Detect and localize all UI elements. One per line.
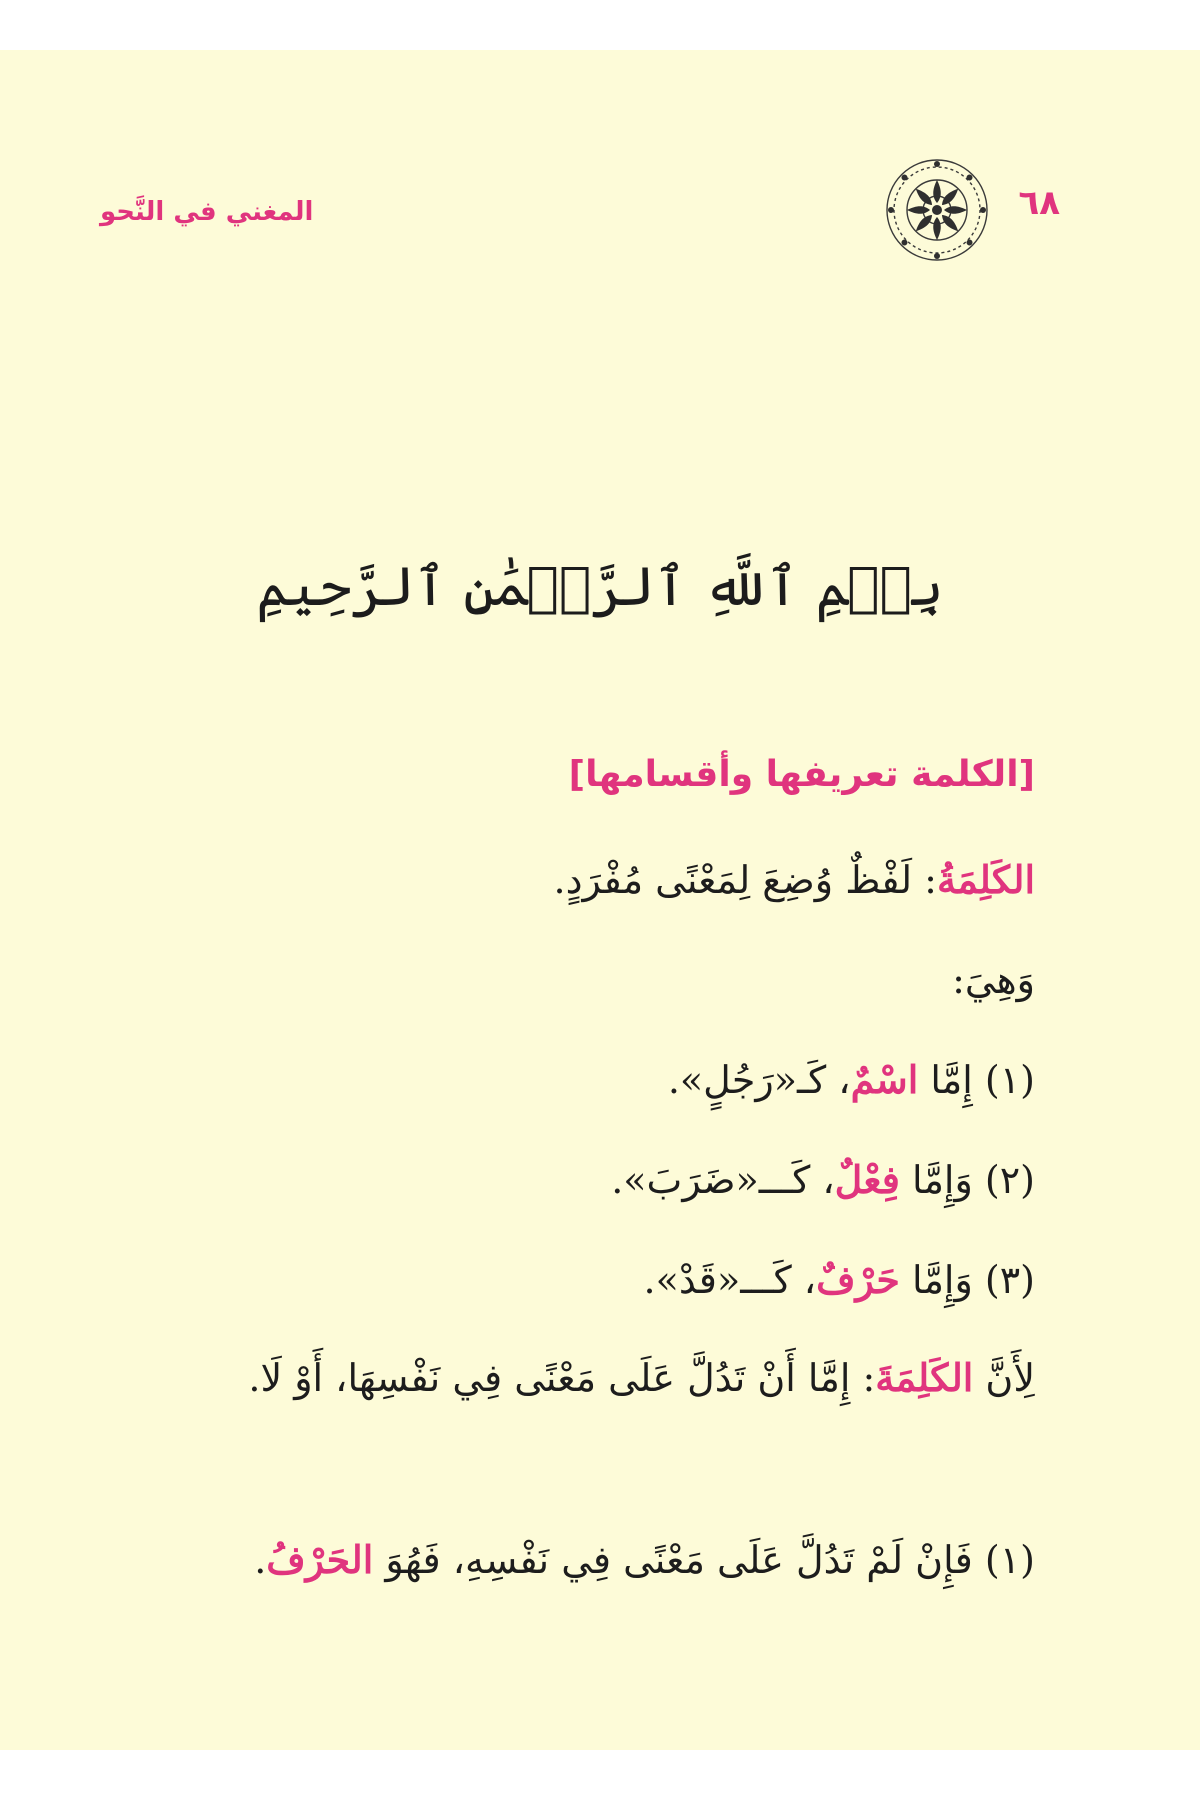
item-1-example: ، كَـ«رَجُلٍ». — [667, 1058, 851, 1102]
reason-paragraph — [95, 1330, 1035, 1510]
list-item-3 — [95, 1230, 1035, 1330]
term-fil: فِعْلٌ — [834, 1157, 900, 1202]
book-title: المغني في النَّحو — [100, 197, 314, 227]
page-header — [100, 155, 1060, 265]
final-period: . — [254, 1538, 267, 1582]
list-item-2 — [95, 1130, 1035, 1230]
term-kalima: الكَلِمَةُ — [936, 857, 1035, 902]
rosette-ornament-icon — [882, 155, 992, 265]
definition-text: : لَفْظٌ وُضِعَ لِمَعْنًى مُفْرَدٍ. — [553, 858, 937, 902]
section-heading: [الكلمة تعريفها وأقسامها] — [568, 754, 1035, 795]
reason-text: : إِمَّا أَنْ تَدُلَّ عَلَى مَعْنًى فِي نَفْسِهَا، أَوْ لَا. — [248, 1356, 876, 1400]
list-item-1 — [95, 1030, 1035, 1130]
term-alharf: الحَرْفُ — [266, 1537, 374, 1582]
page-body — [95, 740, 1035, 1610]
wahiya-line: وَهِيَ: — [952, 958, 1035, 1002]
item-2-example: ، كَـــ«ضَرَبَ». — [611, 1158, 835, 1202]
definition-line — [95, 830, 1035, 930]
final-line — [95, 1510, 1035, 1610]
final-prefix: (١) فَإِنْ لَمْ تَدُلَّ عَلَى مَعْنًى فِي نَفْسِهِ، فَهُوَ — [373, 1538, 1035, 1582]
item-1-prefix: (١) إِمَّا — [918, 1058, 1035, 1102]
page-number: ٦٨ — [1018, 183, 1060, 223]
item-3-prefix: (٣) وَإِمَّا — [899, 1258, 1035, 1302]
term-harf: حَرْفٌ — [816, 1257, 900, 1302]
term-ism: اسْمٌ — [850, 1057, 919, 1102]
reason-prefix: لِأَنَّ — [973, 1356, 1035, 1400]
item-3-example: ، كَـــ«قَدْ». — [643, 1258, 817, 1302]
term-kalima-2: الكَلِمَةَ — [875, 1355, 974, 1400]
item-2-prefix: (٢) وَإِمَّا — [899, 1158, 1035, 1202]
basmala: بِسۡمِ ٱللَّهِ ٱلرَّحۡمَٰنِ ٱلرَّحِيمِ — [256, 555, 944, 618]
